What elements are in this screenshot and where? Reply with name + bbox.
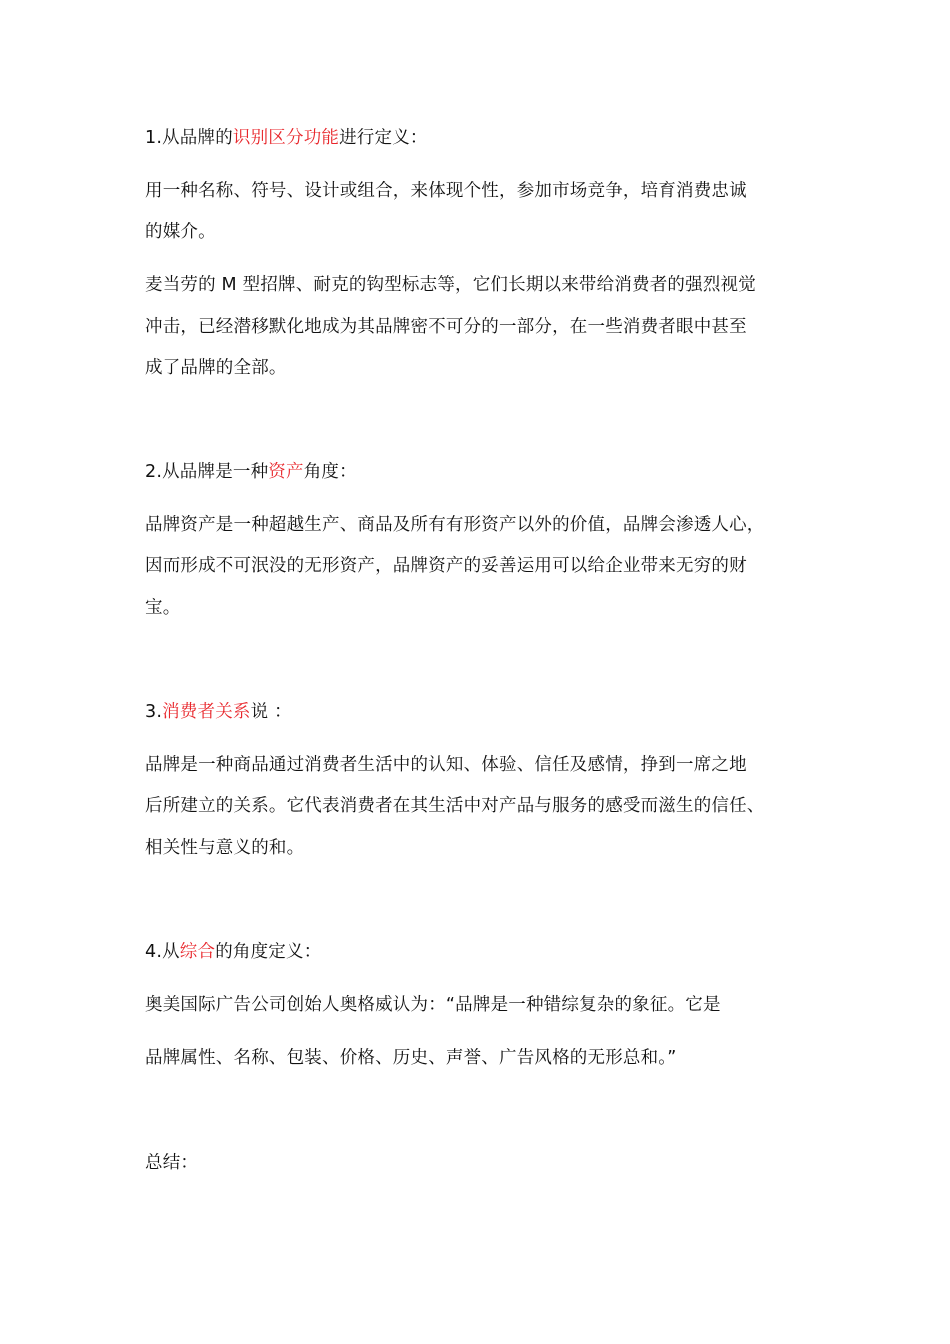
heading-highlight: 资产 (268, 462, 304, 482)
heading-suffix: 角度： (303, 462, 357, 482)
paragraph-line: 后所建立的关系。它代表消费者在其生活中对产品与服务的感受而滋生的信任、 (145, 796, 765, 816)
heading-prefix: 2.从品牌是一种 (145, 462, 269, 482)
heading-highlight: 综合 (179, 942, 216, 962)
paragraph-line: 冲击，已经潜移默化地成为其品牌密不可分的一部分，在一些消费者眼中甚至 (145, 317, 747, 337)
paragraph-line: 相关性与意义的和。 (145, 838, 305, 858)
heading-suffix: 说 ： (250, 702, 292, 722)
heading-highlight: 识别区分功能 (232, 128, 340, 148)
heading-highlight: 消费者关系 (162, 702, 251, 722)
heading-prefix: 3. (145, 702, 163, 722)
heading-prefix: 4.从 (145, 942, 180, 962)
section-1-heading (145, 126, 428, 150)
paragraph-line: 奥美国际广告公司创始人奥格威认为：“品牌是一种错综复杂的象征。它是 (145, 995, 721, 1015)
paragraph-line: 成了品牌的全部。 (145, 358, 287, 378)
heading-prefix: 1.从品牌的 (145, 128, 233, 148)
paragraph-line: 品牌是一种商品通过消费者生活中的认知、体验、信任及感情，挣到一席之地 (145, 755, 747, 775)
heading-suffix: 进行定义： (339, 128, 428, 148)
paragraph-line: 宝。 (145, 598, 181, 618)
section-2-heading (145, 460, 357, 484)
section-3-heading (145, 700, 292, 724)
paragraph-line: 用一种名称、符号、设计或组合，来体现个性，参加市场竞争，培育消费忠诚 (145, 181, 747, 201)
paragraph-line: 因而形成不可泯没的无形资产，品牌资产的妥善运用可以给企业带来无穷的财 (145, 556, 747, 576)
paragraph-line: 的媒介。 (145, 222, 216, 242)
paragraph-line: 麦当劳的 M 型招牌、耐克的钩型标志等，它们长期以来带给消费者的强烈视觉 (145, 275, 756, 295)
section-4-heading (145, 940, 321, 964)
summary-label: 总结： (145, 1153, 199, 1173)
paragraph-line: 品牌属性、名称、包装、价格、历史、声誉、广告风格的无形总和。” (145, 1048, 677, 1068)
heading-suffix: 的角度定义： (215, 942, 322, 962)
paragraph-line: 品牌资产是一种超越生产、商品及所有有形资产以外的价值，品牌会渗透人心， (145, 515, 765, 535)
